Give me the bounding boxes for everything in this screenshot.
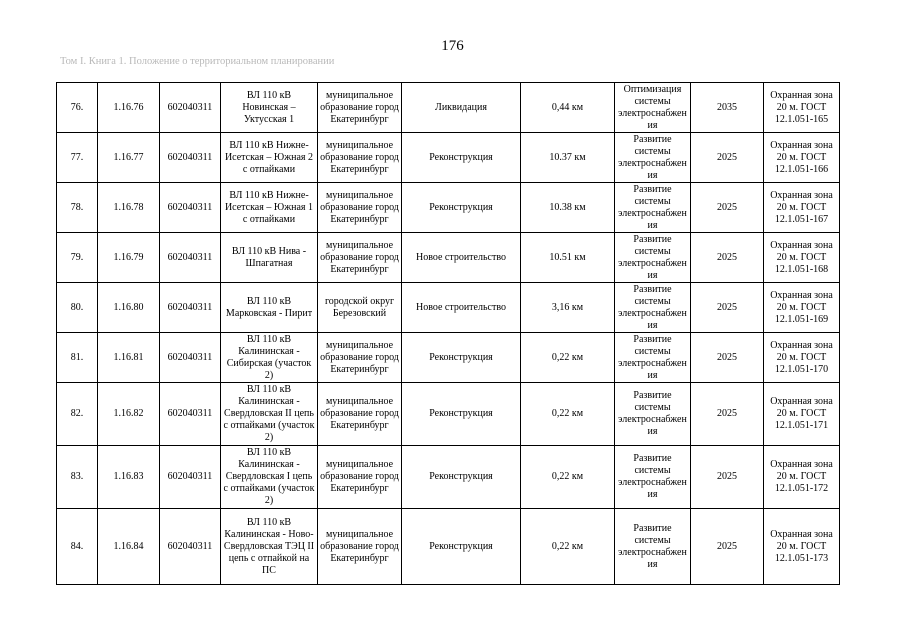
- length-cell: 10.38 км: [521, 183, 615, 233]
- purpose-cell: Развитие системы электроснабжения: [615, 333, 691, 383]
- running-header: Том I. Книга 1. Положение о территориальном планировании: [60, 56, 335, 67]
- okato-cell: 602040311: [160, 183, 221, 233]
- code-cell: 1.16.84: [98, 509, 160, 585]
- protection-zone-cell: Охранная зона 20 м. ГОСТ 12.1.051-173: [764, 509, 840, 585]
- okato-cell: 602040311: [160, 333, 221, 383]
- purpose-cell: Развитие системы электроснабжения: [615, 383, 691, 446]
- row-number-cell: 77.: [57, 133, 98, 183]
- year-cell: 2025: [691, 183, 764, 233]
- year-cell: 2025: [691, 509, 764, 585]
- line-name-cell: ВЛ 110 кВ Марковская - Пирит: [221, 283, 318, 333]
- action-cell: Реконструкция: [402, 446, 521, 509]
- okato-cell: 602040311: [160, 509, 221, 585]
- length-cell: 0,22 км: [521, 509, 615, 585]
- row-number-cell: 81.: [57, 333, 98, 383]
- row-number-cell: 76.: [57, 83, 98, 133]
- municipality-cell: муниципальное образование город Екатеринбург: [318, 383, 402, 446]
- action-cell: Реконструкция: [402, 333, 521, 383]
- table-row: [57, 83, 840, 133]
- municipality-cell: городской округ Березовский: [318, 283, 402, 333]
- line-name-cell: ВЛ 110 кВ Нива - Шпагатная: [221, 233, 318, 283]
- table-row: [57, 446, 840, 509]
- okato-cell: 602040311: [160, 233, 221, 283]
- protection-zone-cell: Охранная зона 20 м. ГОСТ 12.1.051-168: [764, 233, 840, 283]
- municipality-cell: муниципальное образование город Екатеринбург: [318, 233, 402, 283]
- row-number-cell: 78.: [57, 183, 98, 233]
- length-cell: 0,22 км: [521, 446, 615, 509]
- row-number-cell: 83.: [57, 446, 98, 509]
- action-cell: Реконструкция: [402, 383, 521, 446]
- municipality-cell: муниципальное образование город Екатеринбург: [318, 133, 402, 183]
- year-cell: 2025: [691, 383, 764, 446]
- line-name-cell: ВЛ 110 кВ Калининская - Ново-Свердловская ТЭЦ II цепь с отпайкой на ПС: [221, 509, 318, 585]
- length-cell: 10.37 км: [521, 133, 615, 183]
- municipality-cell: муниципальное образование город Екатеринбург: [318, 509, 402, 585]
- code-cell: 1.16.82: [98, 383, 160, 446]
- code-cell: 1.16.78: [98, 183, 160, 233]
- purpose-cell: Развитие системы электроснабжения: [615, 509, 691, 585]
- line-name-cell: ВЛ 110 кВ Нижне-Исетская – Южная 1 с отпайками: [221, 183, 318, 233]
- municipality-cell: муниципальное образование город Екатеринбург: [318, 333, 402, 383]
- code-cell: 1.16.77: [98, 133, 160, 183]
- okato-cell: 602040311: [160, 83, 221, 133]
- okato-cell: 602040311: [160, 446, 221, 509]
- municipality-cell: муниципальное образование город Екатеринбург: [318, 446, 402, 509]
- protection-zone-cell: Охранная зона 20 м. ГОСТ 12.1.051-167: [764, 183, 840, 233]
- length-cell: 0,22 км: [521, 383, 615, 446]
- action-cell: Ликвидация: [402, 83, 521, 133]
- protection-zone-cell: Охранная зона 20 м. ГОСТ 12.1.051-172: [764, 446, 840, 509]
- table-row: [57, 333, 840, 383]
- row-number-cell: 79.: [57, 233, 98, 283]
- purpose-cell: Развитие системы электроснабжения: [615, 183, 691, 233]
- protection-zone-cell: Охранная зона 20 м. ГОСТ 12.1.051-165: [764, 83, 840, 133]
- row-number-cell: 84.: [57, 509, 98, 585]
- length-cell: 3,16 км: [521, 283, 615, 333]
- year-cell: 2035: [691, 83, 764, 133]
- okato-cell: 602040311: [160, 383, 221, 446]
- okato-cell: 602040311: [160, 283, 221, 333]
- action-cell: Новое строительство: [402, 283, 521, 333]
- action-cell: Реконструкция: [402, 183, 521, 233]
- table-row: [57, 233, 840, 283]
- protection-zone-cell: Охранная зона 20 м. ГОСТ 12.1.051-169: [764, 283, 840, 333]
- purpose-cell: Развитие системы электроснабжения: [615, 233, 691, 283]
- table-row: [57, 509, 840, 585]
- table-row: [57, 183, 840, 233]
- length-cell: 10.51 км: [521, 233, 615, 283]
- line-name-cell: ВЛ 110 кВ Калининская - Свердловская I цепь с отпайками (участок 2): [221, 446, 318, 509]
- protection-zone-cell: Охранная зона 20 м. ГОСТ 12.1.051-171: [764, 383, 840, 446]
- purpose-cell: Развитие системы электроснабжения: [615, 133, 691, 183]
- code-cell: 1.16.81: [98, 333, 160, 383]
- action-cell: Реконструкция: [402, 509, 521, 585]
- action-cell: Новое строительство: [402, 233, 521, 283]
- line-name-cell: ВЛ 110 кВ Калининская - Сибирская (участок 2): [221, 333, 318, 383]
- length-cell: 0,44 км: [521, 83, 615, 133]
- purpose-cell: Развитие системы электроснабжения: [615, 283, 691, 333]
- page-number: 176: [441, 38, 464, 54]
- line-name-cell: ВЛ 110 кВ Новинская – Уктусская 1: [221, 83, 318, 133]
- year-cell: 2025: [691, 283, 764, 333]
- code-cell: 1.16.76: [98, 83, 160, 133]
- code-cell: 1.16.80: [98, 283, 160, 333]
- row-number-cell: 82.: [57, 383, 98, 446]
- protection-zone-cell: Охранная зона 20 м. ГОСТ 12.1.051-170: [764, 333, 840, 383]
- year-cell: 2025: [691, 133, 764, 183]
- year-cell: 2025: [691, 333, 764, 383]
- code-cell: 1.16.79: [98, 233, 160, 283]
- municipality-cell: муниципальное образование город Екатеринбург: [318, 183, 402, 233]
- municipality-cell: муниципальное образование город Екатеринбург: [318, 83, 402, 133]
- objects-table: [56, 82, 840, 585]
- table-row: [57, 133, 840, 183]
- okato-cell: 602040311: [160, 133, 221, 183]
- table-row: [57, 283, 840, 333]
- year-cell: 2025: [691, 446, 764, 509]
- line-name-cell: ВЛ 110 кВ Калининская - Свердловская II цепь с отпайками (участок 2): [221, 383, 318, 446]
- year-cell: 2025: [691, 233, 764, 283]
- protection-zone-cell: Охранная зона 20 м. ГОСТ 12.1.051-166: [764, 133, 840, 183]
- length-cell: 0,22 км: [521, 333, 615, 383]
- table-body: [57, 83, 840, 585]
- action-cell: Реконструкция: [402, 133, 521, 183]
- line-name-cell: ВЛ 110 кВ Нижне-Исетская – Южная 2 с отпайками: [221, 133, 318, 183]
- table-row: [57, 383, 840, 446]
- purpose-cell: Оптимизация системы электроснабжения: [615, 83, 691, 133]
- row-number-cell: 80.: [57, 283, 98, 333]
- purpose-cell: Развитие системы электроснабжения: [615, 446, 691, 509]
- code-cell: 1.16.83: [98, 446, 160, 509]
